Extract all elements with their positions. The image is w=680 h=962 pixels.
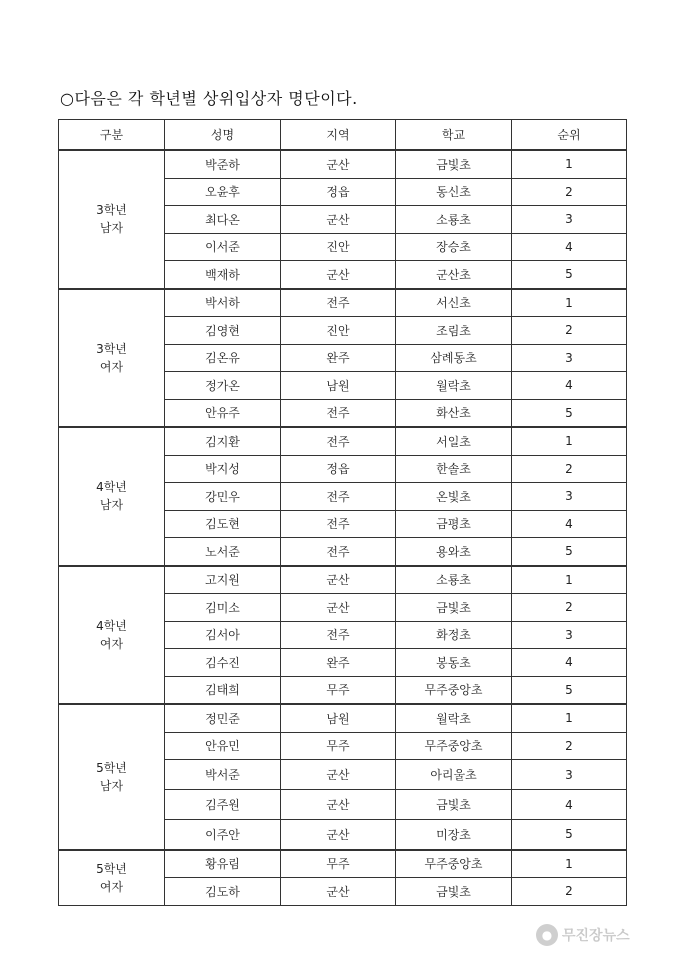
cell-name: 최다온 [165,206,281,234]
cell-name: 오윤후 [165,178,281,206]
watermark [536,924,630,946]
cell-name: 김서아 [165,621,281,649]
cell-name: 김도현 [165,510,281,538]
cell-region: 전주 [281,621,396,649]
cell-school: 무주중앙초 [396,850,512,878]
header-row [59,120,627,151]
cell-school: 동신초 [396,178,512,206]
cell-rank: 1 [512,427,627,455]
cell-rank: 4 [512,649,627,677]
cell-region: 전주 [281,483,396,511]
watermark-text: 무진장뉴스 [562,928,630,944]
cell-school: 서신초 [396,289,512,317]
cell-region: 무주 [281,676,396,704]
cell-region: 군산 [281,261,396,289]
cell-rank: 3 [512,621,627,649]
cell-name: 김태희 [165,676,281,704]
group-section [59,566,627,705]
cell-name: 김수진 [165,649,281,677]
group-section [59,850,627,906]
cell-school: 미장초 [396,820,512,850]
cell-rank: 4 [512,233,627,261]
cell-region: 전주 [281,427,396,455]
cell-rank: 1 [512,289,627,317]
group-label: 4학년 여자 [59,566,165,705]
cell-region: 진안 [281,233,396,261]
group-label: 5학년 남자 [59,704,165,850]
cell-school: 온빛초 [396,483,512,511]
cell-school: 장승초 [396,233,512,261]
cell-region: 군산 [281,790,396,820]
cell-school: 화정초 [396,621,512,649]
cell-rank: 1 [512,150,627,178]
cell-rank: 1 [512,566,627,594]
cell-name: 노서준 [165,538,281,566]
group-section [59,427,627,566]
cell-school: 서일초 [396,427,512,455]
cell-rank: 5 [512,399,627,427]
cell-name: 이서준 [165,233,281,261]
cell-region: 군산 [281,820,396,850]
cell-name: 백재하 [165,261,281,289]
cell-rank: 5 [512,820,627,850]
cell-name: 박지성 [165,455,281,483]
cell-region: 군산 [281,760,396,790]
cell-name: 정가온 [165,372,281,400]
cell-rank: 5 [512,538,627,566]
cell-school: 금빛초 [396,790,512,820]
cell-rank: 3 [512,344,627,372]
cell-name: 박서하 [165,289,281,317]
cell-school: 소룡초 [396,206,512,234]
cell-region: 전주 [281,399,396,427]
cell-school: 용와초 [396,538,512,566]
cell-region: 무주 [281,732,396,760]
cell-school: 소룡초 [396,566,512,594]
cell-name: 안유주 [165,399,281,427]
cell-rank: 2 [512,878,627,906]
cell-school: 군산초 [396,261,512,289]
cell-rank: 3 [512,206,627,234]
cell-rank: 2 [512,455,627,483]
cell-rank: 2 [512,317,627,345]
table-row [59,704,627,732]
table-row [59,566,627,594]
cell-name: 김도하 [165,878,281,906]
cell-name: 정민준 [165,704,281,732]
cell-rank: 3 [512,760,627,790]
cell-region: 완주 [281,344,396,372]
group-section [59,150,627,289]
cell-name: 이주안 [165,820,281,850]
cell-school: 금평초 [396,510,512,538]
cell-school: 봉동초 [396,649,512,677]
cell-rank: 5 [512,261,627,289]
cell-name: 김지환 [165,427,281,455]
cell-rank: 4 [512,510,627,538]
cell-school: 조림초 [396,317,512,345]
cell-region: 전주 [281,289,396,317]
cell-school: 월락초 [396,704,512,732]
cell-rank: 3 [512,483,627,511]
cell-rank: 4 [512,790,627,820]
cell-rank: 2 [512,178,627,206]
cell-school: 무주중앙초 [396,676,512,704]
cell-rank: 2 [512,732,627,760]
page-heading: ○다음은 각 학년별 상위입상자 명단이다. [60,89,358,108]
cell-rank: 4 [512,372,627,400]
cell-region: 무주 [281,850,396,878]
cell-region: 군산 [281,206,396,234]
table-row [59,850,627,878]
header-region: 지역 [281,120,396,151]
cell-name: 강민우 [165,483,281,511]
cell-school: 무주중앙초 [396,732,512,760]
cell-rank: 2 [512,594,627,622]
cell-rank: 5 [512,676,627,704]
cell-region: 군산 [281,566,396,594]
cell-school: 월락초 [396,372,512,400]
cell-school: 아리울초 [396,760,512,790]
cell-region: 완주 [281,649,396,677]
cell-school: 금빛초 [396,594,512,622]
cell-school: 화산초 [396,399,512,427]
cell-school: 금빛초 [396,150,512,178]
header-school: 학교 [396,120,512,151]
group-label: 3학년 여자 [59,289,165,428]
cell-region: 정읍 [281,455,396,483]
group-label: 4학년 남자 [59,427,165,566]
cell-region: 군산 [281,878,396,906]
cell-school: 금빛초 [396,878,512,906]
winners-table [58,119,627,906]
table-row [59,150,627,178]
cell-name: 황유림 [165,850,281,878]
cell-name: 김미소 [165,594,281,622]
group-label: 5학년 여자 [59,850,165,906]
cell-school: 삼례동초 [396,344,512,372]
cell-region: 전주 [281,510,396,538]
group-section [59,704,627,850]
cell-school: 한솔초 [396,455,512,483]
cell-region: 군산 [281,150,396,178]
table-row [59,427,627,455]
cell-name: 김주원 [165,790,281,820]
table-row [59,289,627,317]
cell-name: 김온유 [165,344,281,372]
group-section [59,289,627,428]
cell-name: 안유민 [165,732,281,760]
cell-name: 박준하 [165,150,281,178]
header-name: 성명 [165,120,281,151]
cell-region: 전주 [281,538,396,566]
header-rank: 순위 [512,120,627,151]
cell-region: 남원 [281,704,396,732]
cell-rank: 1 [512,704,627,732]
person-icon: ● [536,924,558,946]
cell-region: 정읍 [281,178,396,206]
cell-name: 박서준 [165,760,281,790]
cell-name: 김영현 [165,317,281,345]
group-label: 3학년 남자 [59,150,165,289]
cell-region: 진안 [281,317,396,345]
cell-region: 남원 [281,372,396,400]
cell-region: 군산 [281,594,396,622]
cell-name: 고지원 [165,566,281,594]
cell-rank: 1 [512,850,627,878]
header-category: 구분 [59,120,165,151]
